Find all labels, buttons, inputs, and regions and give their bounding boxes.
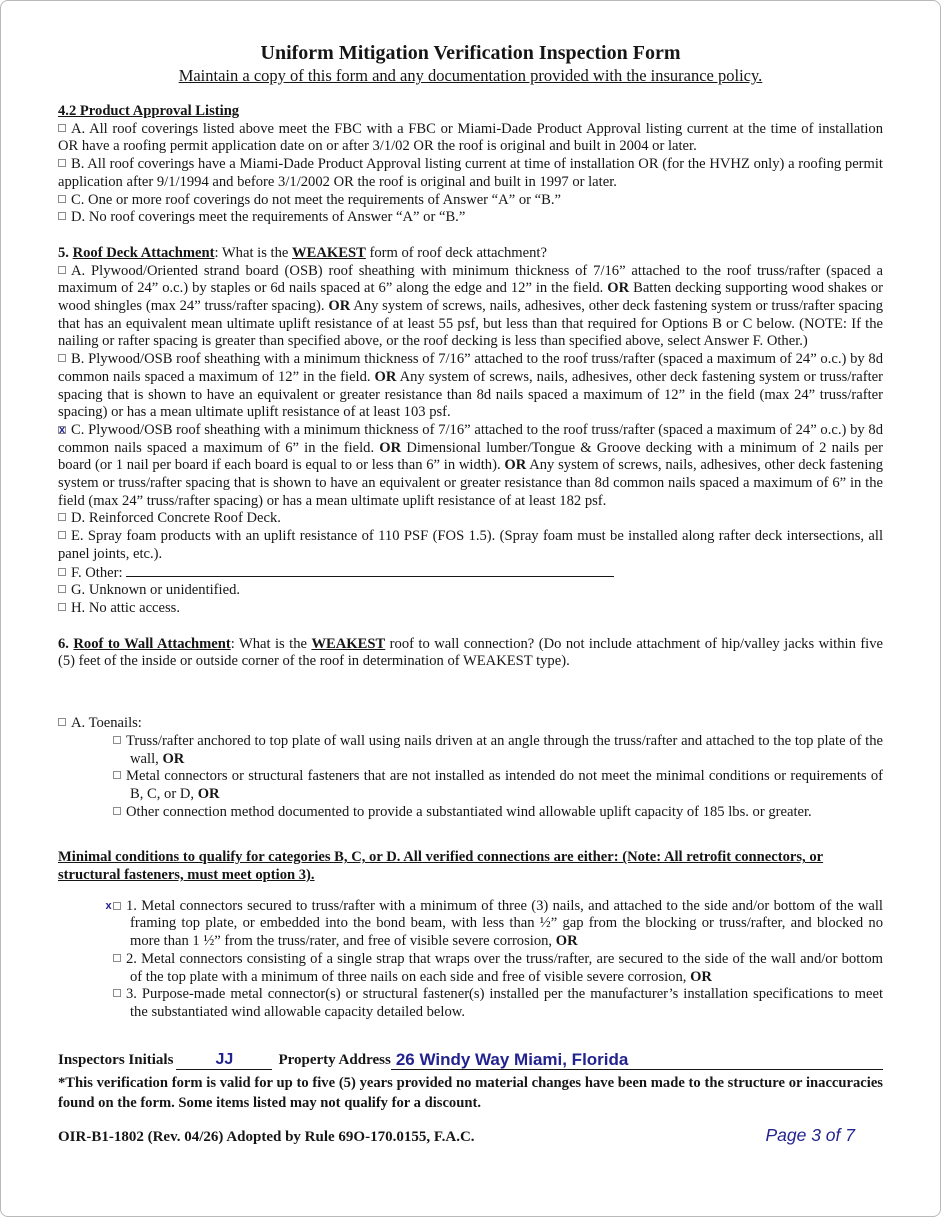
toenails-sub-options — [113, 733, 883, 822]
form-title: Uniform Mitigation Verification Inspection Form — [260, 42, 681, 64]
option-5-g — [58, 582, 883, 600]
section-roof-to-wall-attachment — [58, 636, 883, 822]
checkbox-minimal-1[interactable]: x — [113, 902, 121, 910]
option-5-b — [58, 351, 883, 422]
minimal-option-2-text: 2. Metal connectors consisting of a single strap that wraps over the truss/rafter, are secured to the side of the wall and/or bottom of the top plate with a minimum of three nails on each side and free of visible severe corrosion, OR — [126, 950, 883, 985]
minimal-conditions-options — [105, 897, 883, 1022]
section-5-heading: 5. Roof Deck Attachment: What is the WEAKEST form of roof deck attachment? — [58, 244, 547, 261]
checkbox-5-b[interactable] — [58, 354, 66, 362]
page-footer — [58, 1124, 883, 1147]
toenails-sub-2 — [113, 768, 883, 803]
option-42-a — [58, 121, 883, 156]
signature-line — [58, 1050, 883, 1070]
toenails-sub-2-text: Metal connectors or structural fasteners that are not installed as intended do not meet the minimal conditions or requirements of B, C, or D, OR — [126, 768, 883, 802]
option-5-a — [58, 263, 883, 352]
other-input-line[interactable] — [126, 564, 614, 577]
option-42-a-text: A. All roof coverings listed above meet the FBC with a FBC or Miami-Dade Product Approval listing current at the time of installation OR have a roofing permit application date on or after 3/1/02 OR the roof is original and built in 2004 or later. — [58, 120, 883, 155]
checkbox-5-d[interactable] — [58, 513, 66, 521]
option-5-f — [58, 564, 883, 583]
option-42-d — [58, 209, 883, 227]
option-5-d-text: D. Reinforced Concrete Roof Deck. — [71, 510, 281, 527]
option-5-d — [58, 510, 883, 528]
form-subtitle: Maintain a copy of this form and any documentation provided with the insurance policy. — [178, 66, 763, 85]
minimal-option-1-text: 1. Metal connectors secured to truss/rafter with a minimum of three (3) nails, and attached to the side and/or bottom of the wall framing top plate, or embedded into the bond beam, with less than ½” gap from the blocking or truss/rafter, and blocked no more than 1 ½” from the truss/rater, and free of visible severe corrosion, OR — [126, 897, 883, 950]
checkbox-toenails-sub-1[interactable] — [113, 736, 121, 744]
inspectors-initials-field[interactable]: JJ — [176, 1051, 272, 1070]
checkbox-42-c[interactable] — [58, 195, 66, 203]
option-5-h — [58, 600, 883, 618]
option-5-c — [58, 422, 883, 511]
checkbox-6-a-toenails[interactable] — [58, 718, 66, 726]
checkbox-5-a[interactable] — [58, 266, 66, 274]
option-42-c-text: C. One or more roof coverings do not meet the requirements of Answer “A” or “B.” — [71, 191, 561, 208]
option-5-h-text: H. No attic access. — [71, 599, 181, 616]
option-42-c — [58, 192, 883, 210]
checkbox-5-c[interactable]: x — [59, 423, 66, 436]
minimal-option-2 — [113, 951, 883, 986]
option-6-a-toenails — [58, 715, 883, 733]
form-number: OIR-B1-1802 (Rev. 04/26) Adopted by Rule 69O-170.0155, F.A.C. — [58, 1128, 475, 1145]
minimal-conditions-heading: Minimal conditions to qualify for categories B, C, or D. All verified connections are either: (Note: All retrofit connectors, or structural fasteners, must meet option 3). — [58, 849, 824, 884]
option-42-d-text: D. No roof coverings meet the requirements of Answer “A” or “B.” — [71, 209, 466, 226]
checkbox-minimal-2[interactable] — [113, 954, 121, 962]
option-5-g-text: G. Unknown or unidentified. — [71, 582, 241, 599]
toenails-sub-3 — [113, 804, 883, 822]
checkbox-42-d[interactable] — [58, 212, 66, 220]
inspectors-initials-label: Inspectors Initials — [58, 1051, 174, 1068]
checkbox-5-f[interactable] — [58, 568, 66, 576]
toenails-sub-3-text: Other connection method documented to provide a substantiated wind allowable uplift capacity of 185 lbs. or greater. — [126, 803, 812, 820]
minimal-option-3 — [113, 986, 883, 1021]
option-5-e-text: E. Spray foam products with an uplift resistance of 110 PSF (FOS 1.5). (Spray foam must be installed along rafter deck intersections, all panel joints, etc.). — [58, 528, 883, 562]
option-5-a-text: A. Plywood/Oriented strand board (OSB) roof sheathing with minimum thickness of 7/16” attached to the roof truss/rafter (spaced a maximum of 24” o.c.) by staples or 6d nails spaced at 6” along the edge and 12” in the field. OR Batten decking supporting wood shakes or wood shingles (max 24” truss/rafter spacing). OR Any system of screws, nails, adhesives, other deck fastening system or truss/rafter spacing that has an equivalent mean ultimate uplift resistance of at least 55 psf, but less than that required for Options B or C below. (NOTE: If the nailing or rafter spacing is greater than specified above, or the roof decking is less than specified above, select Answer F. Other.) — [58, 262, 883, 350]
option-5-c-text: C. Plywood/OSB roof sheathing with a minimum thickness of 7/16” attached to the roof truss/rafter (spaced a maximum of 24” o.c.) by 8d common nails spaced a maximum of 6” in the field. OR Dimensional lumber/Tongue & Groove decking with a minimum of 2 nails per board (or 1 nail per board if each board is equal to or less than 6” in width). OR Any system of screws, nails, adhesives, other deck fastening system or truss/rafter spacing that is shown to have an equivalent or greater resistance than 8d common nails spaced a maximum of 6” in the field (max 24” truss/rafter spacing) or has a mean ultimate uplift resistance of at least 182 psf. — [58, 421, 884, 509]
option-42-b — [58, 156, 883, 191]
checkbox-toenails-sub-3[interactable] — [113, 807, 121, 815]
toenails-sub-1 — [113, 733, 883, 768]
property-address-field[interactable]: 26 Windy Way Miami, Florida — [391, 1050, 883, 1070]
checkbox-5-g[interactable] — [58, 585, 66, 593]
property-address-label: Property Address — [278, 1051, 391, 1068]
section-product-approval — [58, 103, 883, 227]
checkbox-5-e[interactable] — [58, 531, 66, 539]
section-6-heading: 6. Roof to Wall Attachment: What is the WEAKEST roof to wall connection? (Do not include attachment of hip/valley jacks within five (5) feet of the inside or outside corner of the roof in determination of WEAKEST type). — [58, 635, 884, 670]
option-5-e — [58, 528, 883, 563]
minimal-option-1 — [105, 897, 883, 951]
checkbox-5-h[interactable] — [58, 603, 66, 611]
section-roof-deck-attachment — [58, 245, 883, 618]
page-number-label: Page 3 of 7 — [765, 1124, 855, 1145]
checkbox-42-a[interactable] — [58, 124, 66, 132]
option-5-b-text: B. Plywood/OSB roof sheathing with a minimum thickness of 7/16” attached to the roof truss/rafter (spaced a maximum of 24” o.c.) by 8d common nails spaced a maximum of 12” in the field. OR Any system of screws, nails, adhesives, other deck fastening system or truss/rafter spacing that is shown to have an equivalent or greater resistance than 8d nails spaced a maximum of 12” in the field (max 24” truss/rafter spacing) or has a mean ultimate uplift resistance of at least 103 psf. — [58, 351, 884, 421]
minimal-option-3-text: 3. Purpose-made metal connector(s) or structural fastener(s) installed per the manufacturer’s installation specifications to meet the substantiated wind allowable capacity detailed below. — [126, 986, 883, 1020]
checkbox-minimal-3[interactable] — [113, 989, 121, 997]
option-6-a-toenails-text: A. Toenails: — [71, 715, 142, 732]
option-5-f-text: F. Other: — [71, 564, 127, 581]
option-42-b-text: B. All roof coverings have a Miami-Dade Product Approval listing current at time of installation OR (for the HVHZ only) a roofing permit application after 9/1/1994 and before 3/1/2002 OR the roof is original and built in 1997 or later. — [58, 156, 883, 190]
checkbox-42-b[interactable] — [58, 159, 66, 167]
section-product-approval-heading: 4.2 Product Approval Listing — [58, 103, 240, 119]
toenails-sub-1-text: Truss/rafter anchored to top plate of wall using nails driven at an angle through the truss/rafter and attached to the top plate of the wall, OR — [126, 732, 883, 767]
validity-note: *This verification form is valid for up to five (5) years provided no material changes have been made to the structure or inaccuracies found on the form. Some items listed may not qualify for a discount. — [58, 1074, 883, 1111]
checkbox-toenails-sub-2[interactable] — [113, 771, 121, 779]
